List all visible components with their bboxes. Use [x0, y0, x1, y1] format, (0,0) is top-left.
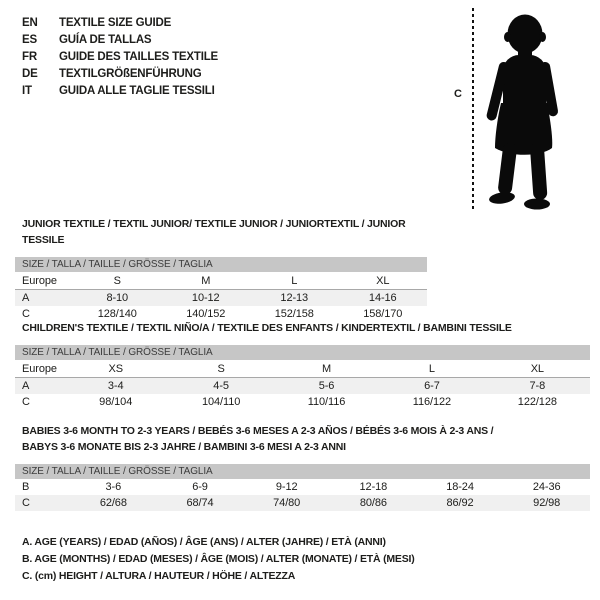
size-value-cell: 5-6 [318, 380, 335, 392]
size-column-header: XS [108, 363, 123, 375]
table-row [15, 378, 590, 394]
language-code: IT [22, 85, 32, 97]
size-value-cell: 104/110 [201, 396, 241, 408]
height-dotted-line [472, 8, 474, 210]
table-row [15, 272, 427, 290]
size-value-cell: 86/92 [446, 497, 474, 509]
note-age-months: B. AGE (MONTHS) / EDAD (MESES) / ÂGE (MOIS) / ALTER (MONATE) / ETÀ (MESI) [22, 553, 415, 565]
size-value-cell: 9-12 [275, 481, 298, 493]
size-value-cell: 3-6 [105, 481, 122, 493]
language-label: GUÍA DE TALLAS [59, 34, 152, 46]
language-label: TEXTILE SIZE GUIDE [59, 17, 172, 29]
language-code: FR [22, 51, 37, 63]
language-code: DE [22, 68, 38, 80]
language-row [22, 15, 218, 32]
size-column-header: L [428, 363, 435, 375]
size-column-header: M [201, 275, 211, 287]
babies-textile-section [15, 423, 590, 511]
size-column-header: XL [376, 275, 390, 287]
measure-row-label: C [22, 497, 30, 509]
size-value-cell: 98/104 [99, 396, 133, 408]
section-title-line: CHILDREN'S TEXTILE / TEXTIL NIÑO/A / TEXTILE DES ENFANTS / KINDERTEXTIL / BAMBINI TESSILE [22, 322, 512, 334]
size-table [15, 272, 427, 322]
size-value-cell: 92/98 [533, 497, 561, 509]
junior-textile-section [15, 216, 427, 322]
size-header-bar: SIZE / TALLA / TAILLE / GRÖSSE / TAGLIA [15, 257, 427, 272]
measure-row-label: A [22, 380, 30, 392]
size-value-cell: 68/74 [186, 497, 214, 509]
measure-row-label: C [22, 396, 30, 408]
region-label: Europe [22, 275, 57, 287]
size-value-cell: 12-18 [359, 481, 388, 493]
size-value-cell: 74/80 [273, 497, 301, 509]
size-value-cell: 80/86 [359, 497, 387, 509]
size-value-cell: 62/68 [99, 497, 127, 509]
size-header-bar: SIZE / TALLA / TAILLE / GRÖSSE / TAGLIA [15, 464, 590, 479]
size-value-cell: 110/116 [307, 396, 346, 408]
language-row [22, 49, 218, 66]
language-code: ES [22, 34, 37, 46]
measure-row-label: A [22, 292, 30, 304]
section-title [15, 320, 590, 336]
size-value-cell: 116/122 [412, 396, 452, 408]
size-value-cell: 4-5 [213, 380, 229, 392]
table-row [15, 479, 590, 495]
height-measure-label: C [454, 88, 462, 100]
size-table [15, 360, 590, 410]
size-value-cell: 7-8 [529, 380, 546, 392]
measure-row-label: C [22, 308, 30, 320]
size-value-cell: 18-24 [446, 481, 474, 493]
table-row [15, 394, 590, 410]
size-value-cell: 128/140 [97, 308, 137, 320]
note-age-years: A. AGE (YEARS) / EDAD (AÑOS) / ÂGE (ANS) / ALTER (JAHRE) / ETÀ (ANNI) [22, 536, 386, 548]
size-value-cell: 122/128 [517, 396, 557, 408]
size-column-header: XL [530, 363, 544, 375]
size-column-header: S [113, 275, 121, 287]
size-value-cell: 140/152 [186, 308, 226, 320]
size-value-cell: 6-7 [424, 380, 440, 392]
size-value-cell: 152/158 [274, 308, 314, 320]
size-header-bar: SIZE / TALLA / TAILLE / GRÖSSE / TAGLIA [15, 345, 590, 360]
size-value-cell: 3-4 [107, 380, 124, 392]
language-list [22, 15, 218, 100]
language-code: EN [22, 17, 38, 29]
height-measure-figure [440, 0, 600, 215]
size-table [15, 479, 590, 511]
size-value-cell: 8-10 [106, 292, 129, 304]
measure-row-label: B [22, 481, 30, 493]
size-value-cell: 10-12 [191, 292, 220, 304]
region-label: Europe [22, 363, 57, 375]
legend-notes [22, 534, 415, 585]
size-column-header: S [217, 363, 225, 375]
size-column-header: M [321, 363, 332, 375]
table-row [15, 290, 427, 306]
section-title [15, 423, 590, 455]
children-textile-section [15, 320, 590, 410]
section-title-line: JUNIOR TEXTILE / TEXTIL JUNIOR/ TEXTILE JUNIOR / JUNIORTEXTIL / JUNIOR TESSILE [22, 218, 406, 246]
size-value-cell: 158/170 [363, 308, 403, 320]
language-row [22, 66, 218, 83]
language-row [22, 83, 218, 100]
size-value-cell: 12-13 [280, 292, 309, 304]
table-row [15, 495, 590, 511]
baby-silhouette-icon [478, 8, 570, 210]
language-label: GUIDE DES TAILLES TEXTILE [59, 51, 218, 63]
size-value-cell: 14-16 [368, 292, 397, 304]
language-row [22, 32, 218, 49]
size-value-cell: 6-9 [192, 481, 208, 493]
section-title-line: BABIES 3-6 MONTH TO 2-3 YEARS / BEBÉS 3-6 MESES A 2-3 AÑOS / BÉBÉS 3-6 MOIS À 2-3 ANS / [22, 425, 494, 437]
language-label: GUIDA ALLE TAGLIE TESSILI [59, 85, 215, 97]
language-label: TEXTILGRÖßENFÜHRUNG [59, 68, 202, 80]
section-title-line: BABYS 3-6 MONATE BIS 2-3 JAHRE / BAMBINI 3-6 MESI A 2-3 ANNI [22, 441, 346, 453]
size-column-header: L [291, 275, 298, 287]
note-height-cm: C. (cm) HEIGHT / ALTURA / HAUTEUR / HÖHE / ALTEZZA [22, 570, 296, 582]
table-row [15, 360, 590, 378]
section-title [15, 216, 427, 248]
size-value-cell: 24-36 [532, 481, 561, 493]
